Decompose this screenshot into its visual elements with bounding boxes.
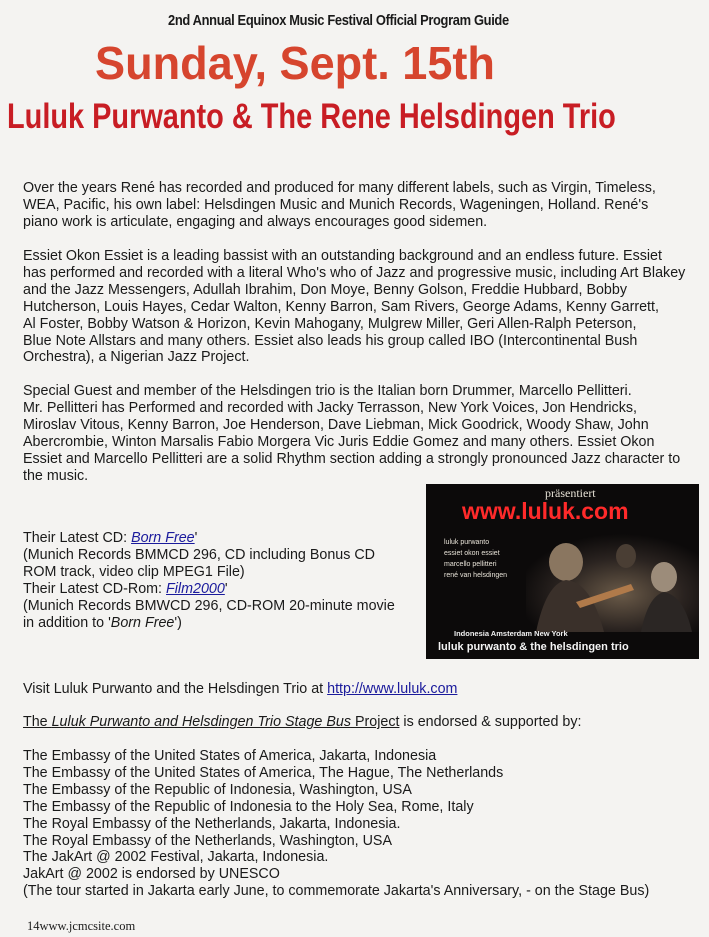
- page-footer: 14www.jcmcsite.com: [27, 919, 136, 933]
- text-line: piano work is articulate, engaging and always encourages good sidemen.: [23, 213, 488, 230]
- film2000-link[interactable]: [166, 581, 225, 597]
- poster-url: www.luluk.com: [462, 498, 629, 524]
- stage-bus-post: Project: [350, 714, 400, 730]
- text-line: WEA, Pacific, his own label: Helsdingen Music and Munich Records, Wageningen, Holland. René's: [23, 196, 649, 213]
- text-line: Orchestra), a Nigerian Jazz Project.: [23, 349, 250, 366]
- poster-name: marcello pellitteri: [444, 561, 497, 568]
- text-line: Essiet and Marcello Pellitteri are a solid Rhythm section adding a strongly pronounced Jazz character to: [23, 450, 681, 467]
- endorser-item: The Embassy of the Republic of Indonesia, Washington, USA: [23, 781, 412, 798]
- stage-bus-rest: is endorsed & supported by:: [399, 714, 582, 730]
- endorser-item: The Royal Embassy of the Netherlands, Jakarta, Indonesia.: [23, 815, 401, 832]
- text-line: Miroslav Vitous, Kenny Barron, Joe Henderson, Dave Liebman, Mick Goodrick, Woody Shaw, John: [23, 416, 649, 433]
- promo-poster-image: [426, 484, 699, 659]
- endorser-item: The JakArt @ 2002 Festival, Jakarta, Indonesia.: [23, 849, 329, 866]
- website-link[interactable]: http://www.luluk.com: [327, 681, 458, 697]
- cdrom-detail-text: in addition to: [23, 614, 109, 631]
- poster-cities: Indonesia Amsterdam New York: [454, 629, 568, 638]
- cdrom-born-free: Born Free: [110, 614, 175, 631]
- poster-name: rené van helsdingen: [444, 572, 508, 579]
- cd-detail-line: ROM track, video clip MPEG1 File): [23, 563, 245, 580]
- visit-text: Visit Luluk Purwanto and the Helsdingen Trio at: [23, 681, 328, 697]
- latest-cd-line: Their Latest CD: Born Free': [23, 530, 198, 546]
- poster-presents-text: präsentiert: [545, 486, 596, 500]
- poster-name: essiet okon essiet: [444, 550, 500, 557]
- cdrom-detail-line: (Munich Records BMWCD 296, CD-ROM 20-minute movie: [23, 597, 395, 614]
- endorser-item: The Royal Embassy of the Netherlands, Washington, USA: [23, 832, 392, 849]
- latest-cdrom-label: Their Latest CD-Rom:: [23, 580, 167, 597]
- text-line: and the Jazz Messengers, Adullah Ibrahim, Don Moye, Benny Golson, Freddie Hubbard, Bobby: [23, 281, 627, 298]
- paragraph-marcello: [23, 383, 709, 484]
- latest-cdrom-line: Their Latest CD-Rom: Film2000': [23, 580, 228, 597]
- film2000-title: Film2000: [166, 580, 225, 597]
- text-line: Hutcherson, Louis Hayes, Cedar Walton, Kenny Barron, Sam Rivers, George Adams, Kenny Garrett,: [23, 298, 659, 315]
- text-line: Blue Note Allstars and many others. Essiet also leads his group called IBO (Intercontinental Bush: [23, 332, 638, 349]
- paragraph-essiet: [23, 248, 709, 366]
- poster-name: luluk purwanto: [444, 539, 490, 546]
- stage-bus-pre: The: [23, 714, 52, 730]
- paragraph-rene: [23, 180, 709, 231]
- poster-musician-names: [444, 537, 507, 581]
- event-date-heading: Sunday, Sept. 15th: [95, 37, 495, 89]
- endorsers-list: [23, 748, 649, 900]
- text-line: Essiet Okon Essiet is a leading bassist with an outstanding background and an endless future. Essiet: [23, 248, 662, 264]
- text-line: Abercrombie, Winton Marsalis Fabio Morgera Vic Juris Eddie Gomez and many others. Essiet Okon: [23, 433, 655, 450]
- endorser-item: JakArt @ 2002 is endorsed by UNESCO: [23, 866, 280, 883]
- artist-heading: Luluk Purwanto & The Rene Helsdingen Trio: [7, 97, 616, 136]
- stage-bus-title: [23, 714, 399, 730]
- cd-info: [23, 530, 395, 631]
- endorser-item: The Embassy of the United States of America, The Hague, The Netherlands: [23, 764, 504, 781]
- visit-line: [23, 681, 457, 697]
- poster-band-name: luluk purwanto & the helsdingen trio: [438, 641, 629, 653]
- endorser-item: The Embassy of the United States of America, Jakarta, Indonesia: [23, 748, 437, 764]
- text-line: Al Foster, Bobby Watson & Horizon, Kevin Mahogany, Mulgrew Miller, Geri Allen-Ralph Peterson,: [23, 315, 637, 332]
- cd-detail-line: (Munich Records BMMCD 296, CD including Bonus CD: [23, 546, 375, 563]
- cdrom-detail-end: '): [174, 614, 182, 631]
- text-line: Special Guest and member of the Helsdingen trio is the Italian born Drummer, Marcello Pellitteri.: [23, 383, 632, 399]
- program-guide-title: 2nd Annual Equinox Music Festival Official Program Guide: [168, 12, 509, 29]
- text-line: Mr. Pellitteri has Performed and recorded with Jacky Terrasson, New York Voices, Jon Hendricks,: [23, 399, 637, 416]
- cdrom-detail-line: in addition to 'Born Free'): [23, 614, 182, 631]
- endorser-item: The Embassy of the Republic of Indonesia to the Holy Sea, Rome, Italy: [23, 798, 474, 815]
- latest-cd-label: Their Latest CD:: [23, 530, 132, 546]
- born-free-link[interactable]: [131, 530, 195, 546]
- born-free-title: Born Free: [131, 530, 195, 546]
- text-line: has performed and recorded with a literal Who's who of Jazz and progressive music, including Art Blakey: [23, 264, 686, 281]
- endorser-item: (The tour started in Jakarta early June, to commemorate Jakarta's Anniversary, - on the Stage Bus): [23, 883, 650, 900]
- stage-bus-heading: [23, 714, 581, 730]
- text-line: Over the years René has recorded and produced for many different labels, such as Virgin, Timeless,: [23, 180, 656, 196]
- stage-bus-name: Luluk Purwanto and Helsdingen Trio Stage Bus: [51, 714, 351, 730]
- text-line: the music.: [23, 467, 89, 484]
